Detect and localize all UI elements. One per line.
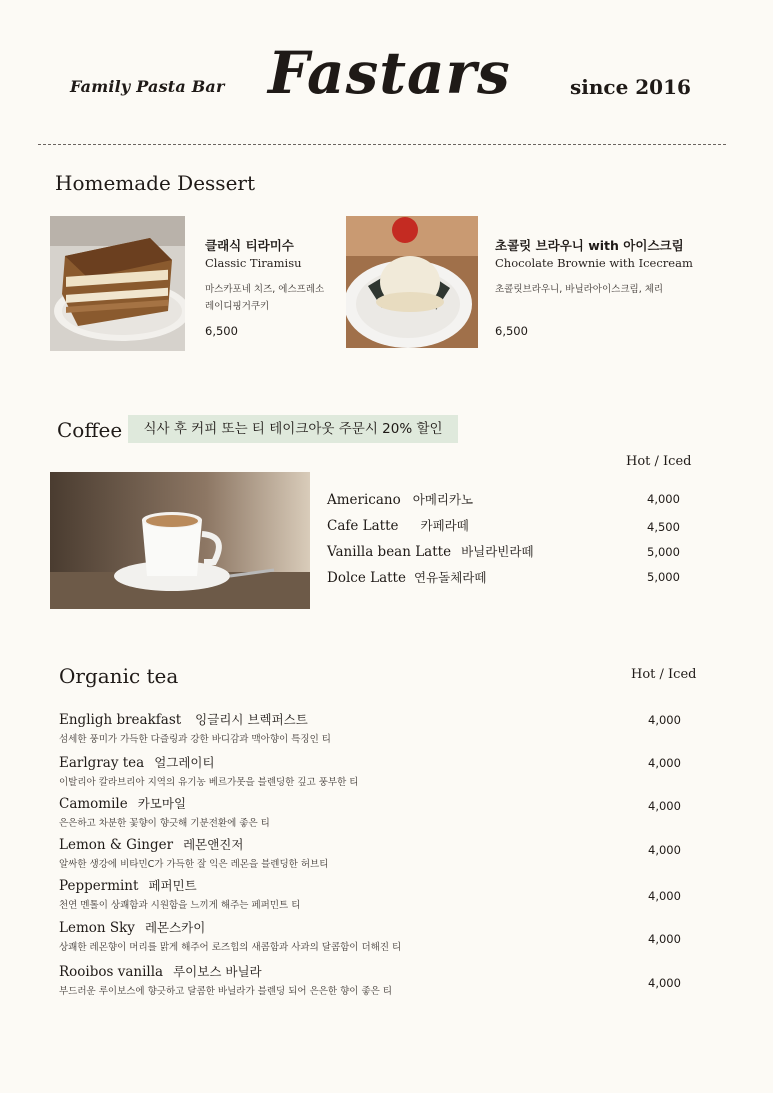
tea-desc: 상쾌한 레몬향이 머리를 맑게 해주어 로즈힙의 새콤함과 사과의 달콤함이 더해진 티: [59, 942, 402, 953]
tea-item: [59, 834, 328, 870]
coffee-name-ko: 카페라떼: [420, 518, 469, 533]
tea-price: 4,000: [648, 713, 681, 727]
tea-name-en: Earlgray tea: [59, 755, 145, 771]
coffee-price: 4,500: [647, 520, 680, 534]
tea-name-ko: 레몬앤진저: [183, 837, 244, 852]
tea-name-ko: 잉글리시 브렉퍼스트: [195, 712, 308, 727]
tea-item: [59, 917, 401, 953]
tea-item: [59, 752, 358, 788]
brand-logo: Fastars: [268, 39, 511, 107]
tea-name-en: Lemon & Ginger: [59, 837, 174, 853]
tea-desc: 천연 멘톨이 상쾌함과 시원함을 느끼게 해주는 페퍼민트 티: [59, 900, 301, 911]
tea-name-en: Engligh breakfast: [59, 712, 182, 728]
dessert-price: 6,500: [495, 324, 528, 338]
dessert-desc-line: 마스카포네 치즈, 에스프레소: [205, 284, 325, 295]
dashed-divider: [38, 144, 726, 145]
coffee-price: 4,000: [647, 492, 680, 506]
since-year: since 2016: [570, 75, 691, 99]
hot-iced-label: Hot / Iced: [626, 454, 692, 469]
promo-banner: 식사 후 커피 또는 티 테이크아웃 주문시 20% 할인: [128, 415, 458, 443]
coffee-name-en: Dolce Latte: [327, 570, 406, 586]
coffee-item: [327, 567, 697, 591]
coffee-price: 5,000: [647, 545, 680, 559]
tea-item: [59, 961, 392, 997]
tea-name-en: Rooibos vanilla: [59, 964, 164, 980]
brownie-photo: [346, 216, 478, 348]
coffee-name-en: Cafe Latte: [327, 518, 399, 534]
tea-name-ko: 페퍼민트: [148, 878, 197, 893]
tea-item: [59, 793, 270, 829]
coffee-price: 5,000: [647, 570, 680, 584]
dessert-desc-line: 초콜릿브라우니, 바닐라아이스크림, 체리: [495, 284, 664, 295]
dessert-price: 6,500: [205, 324, 238, 338]
dessert-desc-line: 레이디핑거쿠키: [205, 301, 270, 312]
tea-desc: 은은하고 차분한 꽃향이 향긋해 기분전환에 좋은 티: [59, 818, 270, 829]
dessert-name-ko: 클래식 티라미수: [205, 238, 294, 253]
dessert-name-ko: 초콜릿 브라우니 with 아이스크림: [495, 238, 684, 253]
tea-name-ko: 레몬스카이: [144, 920, 206, 935]
tea-name-ko: 얼그레이티: [154, 755, 215, 770]
dessert-desc: [205, 281, 324, 315]
coffee-cup-photo: [50, 472, 310, 609]
dessert-desc: [495, 281, 663, 298]
tagline: Family Pasta Bar: [70, 77, 225, 96]
tea-item: [59, 709, 331, 745]
coffee-item: [327, 541, 697, 565]
tea-price: 4,000: [648, 889, 681, 903]
dessert-name-en: Classic Tiramisu: [205, 256, 302, 270]
tea-desc: 알싸한 생강에 비타민C가 가득한 잘 익은 레몬을 블렌딩한 허브티: [59, 859, 329, 870]
tea-price: 4,000: [648, 976, 681, 990]
tea-desc: 섬세한 풍미가 가득한 다즐링과 강한 바디감과 맥아향이 특징인 티: [59, 734, 331, 745]
coffee-name-en: Americano: [327, 492, 401, 508]
tea-name-en: Lemon Sky: [59, 920, 135, 936]
tea-name-ko: 카모마일: [137, 796, 187, 811]
hot-iced-label: Hot / Iced: [631, 667, 697, 682]
tiramisu-photo: [50, 216, 185, 351]
tea-section-title: Organic tea: [59, 664, 179, 688]
tea-desc: 이탈리아 칼라브리아 지역의 유기농 베르가못을 블렌딩한 깊고 풍부한 티: [59, 777, 359, 788]
coffee-name-ko: 아메리카노: [412, 492, 474, 507]
dessert-section-title: Homemade Dessert: [55, 171, 255, 195]
tea-price: 4,000: [648, 799, 681, 813]
coffee-item: [327, 515, 697, 539]
tea-name-ko: 루이보스 바닐라: [173, 964, 262, 979]
tea-price: 4,000: [648, 843, 681, 857]
coffee-item: [327, 489, 697, 513]
coffee-name-en: Vanilla bean Latte: [327, 544, 452, 560]
tea-desc: 부드러운 루이보스에 향긋하고 달콤한 바닐라가 블렌딩 되어 은은한 향이 좋은 티: [59, 986, 393, 997]
tea-price: 4,000: [648, 756, 681, 770]
coffee-name-ko: 바닐라빈라떼: [461, 544, 534, 559]
tea-name-en: Peppermint: [59, 878, 139, 894]
tea-item: [59, 875, 300, 911]
coffee-name-ko: 연유돌체라떼: [413, 570, 487, 585]
coffee-section-title: Coffee: [57, 418, 123, 442]
tea-price: 4,000: [648, 932, 681, 946]
dessert-name-en: Chocolate Brownie with Icecream: [495, 256, 693, 270]
tea-name-en: Camomile: [59, 796, 128, 812]
